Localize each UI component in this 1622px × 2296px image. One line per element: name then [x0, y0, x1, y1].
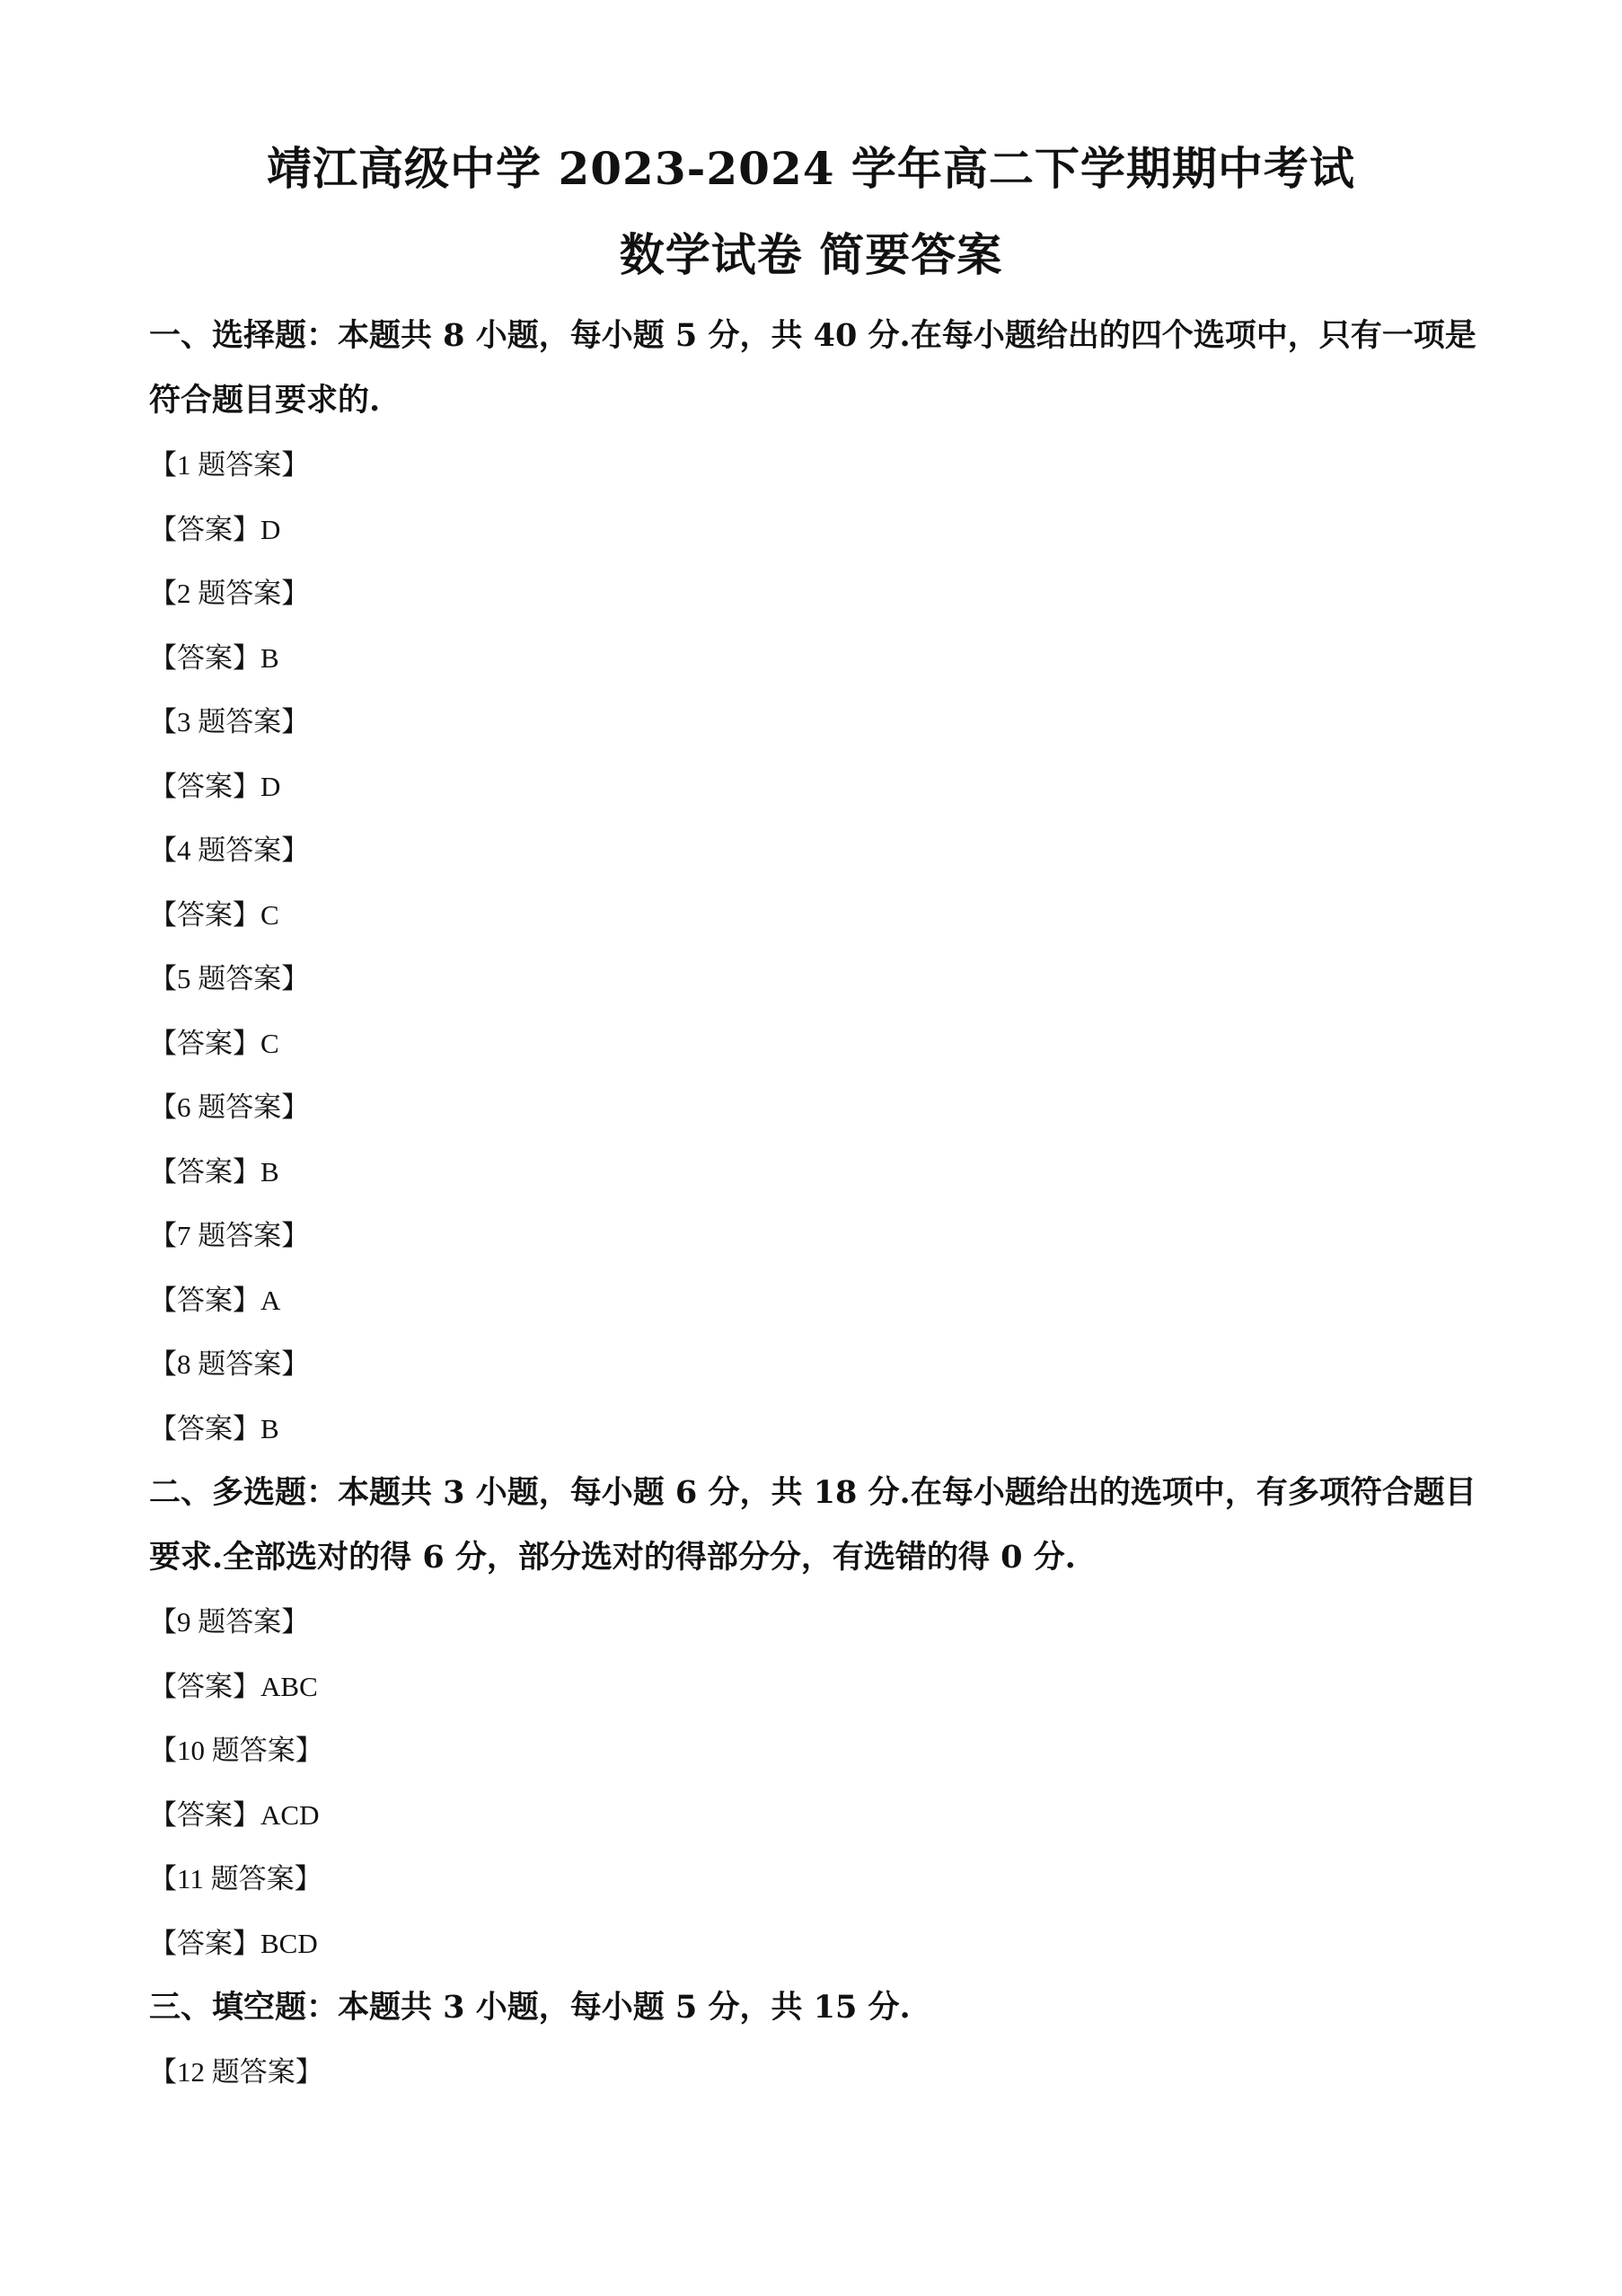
answer-text: 【答案】ABC	[149, 1670, 318, 1702]
question-label: 【8 题答案】	[149, 1348, 310, 1380]
page-subtitle: 数学试卷 简要答案	[619, 228, 1003, 281]
section-heading: 符合题目要求的.	[149, 382, 381, 419]
answer-text: 【答案】B	[149, 1155, 279, 1188]
section-multiple-choice	[149, 304, 1478, 1461]
question-label: 【7 题答案】	[149, 1220, 310, 1251]
answer-text: 【答案】B	[149, 641, 279, 674]
question-label: 【2 题答案】	[149, 578, 310, 609]
section-fill-in-blank	[149, 1975, 1478, 2105]
section-heading: 三、填空题：本题共 3 小题，每小题 5 分，共 15 分.	[149, 1989, 911, 2026]
page-title: 靖江高级中学 2023-2024 学年高二下学期期中考试	[267, 142, 1355, 195]
question-label: 【4 题答案】	[149, 835, 310, 866]
question-label: 【12 题答案】	[149, 2056, 323, 2088]
answer-text: 【答案】ACD	[149, 1798, 320, 1831]
question-label: 【11 题答案】	[149, 1863, 322, 1894]
section-heading: 二、多选题：本题共 3 小题，每小题 6 分，共 18 分.在每小题给出的选项中，有多项符合题目	[149, 1474, 1477, 1511]
answer-text: 【答案】C	[149, 1027, 279, 1059]
answer-content	[149, 304, 1478, 2105]
answer-text: 【答案】B	[149, 1412, 279, 1444]
answer-text: 【答案】D	[149, 513, 281, 545]
question-label: 【9 题答案】	[149, 1606, 310, 1638]
answer-text: 【答案】C	[149, 898, 279, 931]
question-label: 【6 题答案】	[149, 1091, 310, 1123]
section-heading: 要求.全部选对的得 6 分，部分选对的得部分分，有选错的得 0 分.	[149, 1539, 1076, 1576]
question-label: 【3 题答案】	[149, 706, 310, 737]
answer-text: 【答案】BCD	[149, 1927, 318, 1959]
question-label: 【10 题答案】	[149, 1735, 323, 1766]
section-multi-select	[149, 1461, 1478, 1975]
section-heading: 一、选择题：本题共 8 小题，每小题 5 分，共 40 分.在每小题给出的四个选项中，只有一项是	[149, 317, 1477, 354]
answer-text: 【答案】D	[149, 770, 281, 802]
question-label: 【1 题答案】	[149, 449, 310, 481]
answer-text: 【答案】A	[149, 1284, 281, 1316]
question-label: 【5 题答案】	[149, 963, 310, 994]
